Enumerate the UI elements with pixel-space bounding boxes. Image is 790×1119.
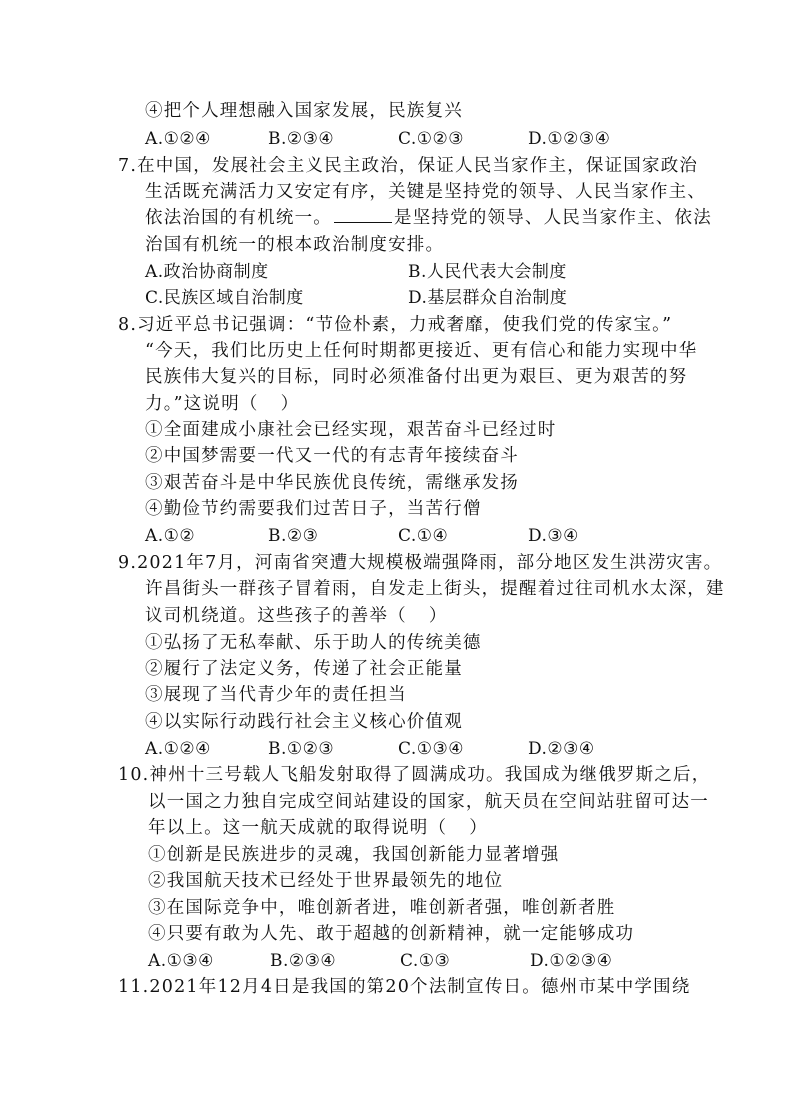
q10-statement-1: ①创新是民族进步的灵魂，我国创新能力显著增强 [148,845,560,865]
q9-option-c: C.①③④ [398,739,465,759]
q8-option-a: A.①② [145,526,196,546]
q11-stem-line-1: 11.2021年12月4日是我国的第20个法制宣传日。德州市某中学围绕 [118,977,691,997]
q9-statement-2: ②履行了法定义务，传递了社会正能量 [145,659,463,679]
q7-option-b: B.人民代表大会制度 [408,262,567,282]
q9-option-b: B.①②③ [268,739,335,759]
q8-option-d: D.③④ [528,526,579,546]
q9-stem-line-2: 许昌街头一群孩子冒着雨，自发走上街头，提醒着过往司机水太深，建 [145,579,725,599]
q8-statement-2: ②中国梦需要一代又一代的有志青年接续奋斗 [145,446,519,466]
q10-stem-line-3: 年以上。这一航天成就的取得说明（ ） [148,818,488,838]
q9-option-d: D.②③④ [528,739,595,759]
q10-stem-line-2: 以一国之力独自完成空间站建设的国家，航天员在空间站驻留可达一 [148,792,709,812]
q8-stem-line-1: 8.习近平总书记强调：“节俭朴素，力戒奢靡，使我们党的传家宝。” [118,315,673,335]
q9-stem-line-3: 议司机绕道。这些孩子的善举（ ） [145,606,448,626]
q7-stem-line-4: 治国有机统一的根本政治制度安排。 [145,235,445,255]
q6-option-c: C.①②③ [398,129,465,149]
q7-option-c: C.民族区域自治制度 [145,288,304,308]
q9-statement-3: ③展现了当代青少年的责任担当 [145,685,407,705]
q8-stem-line-4: 力。”这说明（ ） [145,394,300,414]
q8-stem-line-2: “今天，我们比历史上任何时期都更接近、更有信心和能力实现中华 [145,341,698,361]
q7-option-d: D.基层群众自治制度 [408,288,568,308]
q10-statement-2: ②我国航天技术已经处于世界最领先的地位 [148,871,504,891]
q10-stem-line-1: 10.神州十三号载人飞船发射取得了圆满成功。我国成为继俄罗斯之后， [118,765,711,785]
q7-stem-line-1: 7.在中国，发展社会主义民主政治，保证人民当家作主，保证国家政治 [118,156,699,176]
q6-option-a: A.①②④ [145,129,211,149]
answer-blank [334,206,392,223]
q10-statement-4: ④只要有敢为人先、敢于超越的创新精神，就一定能够成功 [148,924,635,944]
q10-option-d: D.①②③④ [530,951,613,971]
q10-option-c: C.①③ [400,951,451,971]
q9-statement-4: ④以实际行动践行社会主义核心价值观 [145,712,463,732]
q8-statement-4: ④勤俭节约需要我们过苦日子，当苦行僧 [145,499,482,519]
q9-stem-line-1: 9.2021年7月，河南省突遭大规模极端强降雨，部分地区发生洪涝灾害。 [118,553,723,573]
q8-statement-3: ③艰苦奋斗是中华民族优良传统，需继承发扬 [145,473,519,493]
q7-stem-line-3: 依法治国的有机统一。 是坚持党的领导、人民当家作主、依法 [145,208,712,228]
q9-option-a: A.①②④ [145,739,211,759]
q10-option-a: A.①③④ [148,951,214,971]
q6-option-d: D.①②③④ [528,129,611,149]
q10-option-b: B.②③④ [270,951,337,971]
q8-stem-line-3: 民族伟大复兴的目标，同时必须准备付出更为艰巨、更为艰苦的努 [145,367,688,387]
q9-statement-1: ①弘扬了无私奉献、乐于助人的传统美德 [145,633,482,653]
q8-option-b: B.②③ [268,526,319,546]
q8-statement-1: ①全面建成小康社会已经实现，艰苦奋斗已经过时 [145,420,557,440]
q7-option-a: A.政治协商制度 [145,262,269,282]
q8-option-c: C.①④ [398,526,449,546]
q10-statement-3: ③在国际竞争中，唯创新者进，唯创新者强，唯创新者胜 [148,898,616,918]
q6-statement-4: ④把个人理想融入国家发展，民族复兴 [145,101,463,121]
q6-option-b: B.②③④ [268,129,335,149]
q7-stem-line-2: 生活既充满活力又安定有序，关键是坚持党的领导、人民当家作主、 [145,182,706,202]
